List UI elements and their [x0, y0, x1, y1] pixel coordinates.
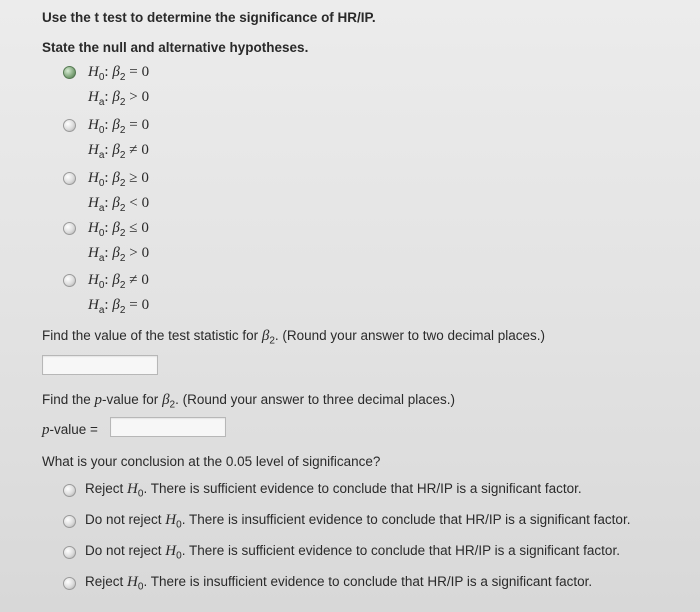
pvalue-label: p-value = — [42, 422, 98, 438]
hypothesis-radio-1[interactable] — [63, 66, 76, 79]
conclusion-option-2: Do not reject $H_0$. There is insufficient evidence to conclude that HR/IP is a significant factor. — [85, 512, 631, 531]
conclusion-radio-3[interactable] — [63, 546, 76, 559]
hypothesis-option-3: $H_0$: $\beta_2 \ge 0$ $H_a$: $\beta_2 < 0$ — [88, 170, 150, 214]
hypothesis-option-2: $H_0$: $\beta_2 = 0$ $H_a$: $\beta_2 \ne 0$ — [88, 117, 150, 161]
hypothesis-radio-3[interactable] — [63, 172, 76, 185]
conclusion-option-3: Do not reject $H_0$. There is sufficient evidence to conclude that HR/IP is a significant factor. — [85, 543, 620, 562]
test-statistic-input[interactable] — [42, 355, 158, 375]
conclusion-radio-1[interactable] — [63, 484, 76, 497]
pvalue-prompt: Find the p-value for $\beta_2$. (Round your answer to three decimal places.) — [42, 392, 455, 411]
hypothesis-option-5: $H_0$: $\beta_2 \ne 0$ $H_a$: $\beta_2 = 0$ — [88, 272, 150, 316]
conclusion-option-1: Reject $H_0$. There is sufficient evidence to conclude that HR/IP is a significant factor. — [85, 481, 582, 500]
question-intro: Use the t test to determine the significance of HR/IP. — [42, 10, 376, 25]
hypotheses-prompt: State the null and alternative hypotheses. — [42, 40, 309, 55]
hypothesis-option-4: $H_0$: $\beta_2 \le 0$ $H_a$: $\beta_2 > 0$ — [88, 220, 150, 264]
hypothesis-radio-2[interactable] — [63, 119, 76, 132]
hypothesis-radio-5[interactable] — [63, 274, 76, 287]
conclusion-option-4: Reject $H_0$. There is insufficient evidence to conclude that HR/IP is a significant factor. — [85, 574, 593, 593]
hypothesis-option-1: $H_0$: $\beta_2 = 0$ $H_a$: $\beta_2 > 0$ — [88, 64, 150, 108]
pvalue-input[interactable] — [110, 417, 226, 437]
conclusion-radio-2[interactable] — [63, 515, 76, 528]
hypothesis-radio-4[interactable] — [63, 222, 76, 235]
conclusion-prompt: What is your conclusion at the 0.05 level of significance? — [42, 454, 381, 469]
conclusion-radio-4[interactable] — [63, 577, 76, 590]
test-stat-prompt: Find the value of the test statistic for $\beta_2$. (Round your answer to two decimal places.) — [42, 328, 546, 347]
